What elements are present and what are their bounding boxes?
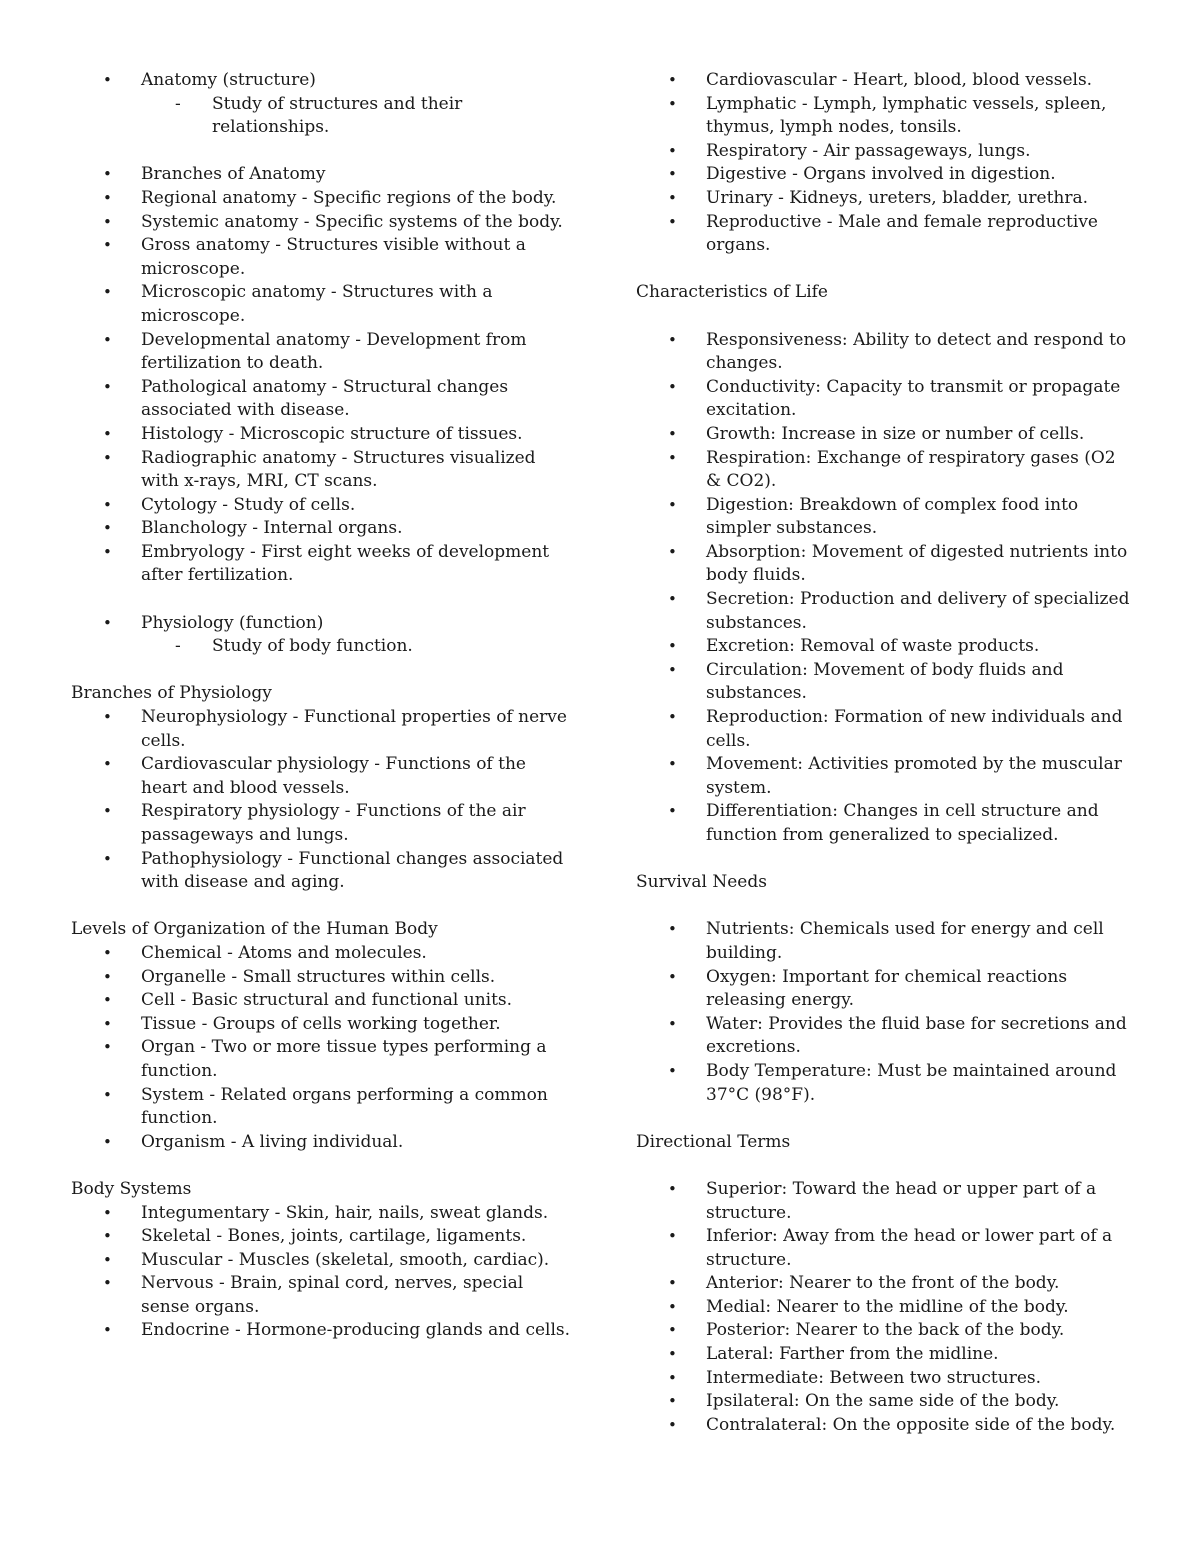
list-item: • Muscular - Muscles (skeletal, smooth, cardiac). [71,1249,571,1273]
list-item: • Physiology (function) [71,612,571,636]
spacer [71,1154,571,1178]
list-item: • Organism - A living individual. [71,1131,571,1155]
list-item: • Inferior: Away from the head or lower part of a structure. [636,1225,1136,1272]
spacer [71,588,571,612]
list-item: • Anatomy (structure) [71,69,571,93]
survival-list [636,918,1136,1107]
section-heading: Survival Needs [636,872,767,893]
right-column [636,69,1136,1437]
list-item: • Water: Provides the fluid base for secretions and excretions. [636,1013,1136,1060]
section-heading: Characteristics of Life [636,282,828,303]
section-heading: Directional Terms [636,1131,791,1152]
spacer [636,305,1136,329]
list-item: • Pathophysiology - Functional changes associated with disease and aging. [71,848,571,895]
list-item: • Cell - Basic structural and functional units. [71,989,571,1013]
list-item: • Contralateral: On the opposite side of the body. [636,1414,1136,1438]
spacer [71,659,571,683]
list-item: • Radiographic anatomy - Structures visualized with x-rays, MRI, CT scans. [71,447,571,494]
spacer [71,895,571,919]
spacer [636,848,1136,872]
list-item: • Cytology - Study of cells. [71,494,571,518]
list-item: • Histology - Microscopic structure of tissues. [71,423,571,447]
list-item: • Lateral: Farther from the midline. [636,1343,1136,1367]
list-item: • Circulation: Movement of body fluids and substances. [636,659,1136,706]
list-item: • Respiratory physiology - Functions of the air passageways and lungs. [71,800,571,847]
anatomy-list [71,69,571,93]
list-item: • Intermediate: Between two structures. [636,1367,1136,1391]
spacer [636,895,1136,919]
physiology-sublist [71,635,571,659]
list-item: • Reproduction: Formation of new individuals and cells. [636,706,1136,753]
list-item: • Urinary - Kidneys, ureters, bladder, urethra. [636,187,1136,211]
list-item: • Gross anatomy - Structures visible without a microscope. [71,234,571,281]
list-item: • Embryology - First eight weeks of development after fertilization. [71,541,571,588]
physiology-list [71,612,571,636]
list-item: • Reproductive - Male and female reproductive organs. [636,211,1136,258]
list-item: • Differentiation: Changes in cell structure and function from generalized to specialized. [636,800,1136,847]
list-item: • Absorption: Movement of digested nutrients into body fluids. [636,541,1136,588]
list-item: • System - Related organs performing a common function. [71,1084,571,1131]
spacer [636,258,1136,282]
anatomy-sublist [71,93,571,140]
list-item: • Secretion: Production and delivery of specialized substances. [636,588,1136,635]
list-item: • Neurophysiology - Functional properties of nerve cells. [71,706,571,753]
list-item: • Cardiovascular physiology - Functions of the heart and blood vessels. [71,753,571,800]
list-item: • Nervous - Brain, spinal cord, nerves, special sense organs. [71,1272,571,1319]
systems-list [71,1202,571,1344]
section-heading: Body Systems [71,1178,192,1199]
list-item: • Respiration: Exchange of respiratory gases (O2 & CO2). [636,447,1136,494]
list-item: • Movement: Activities promoted by the muscular system. [636,753,1136,800]
list-item: • Medial: Nearer to the midline of the body. [636,1296,1136,1320]
physiology-branches-list [71,706,571,895]
spacer [636,1107,1136,1131]
list-item: • Cardiovascular - Heart, blood, blood vessels. [636,69,1136,93]
list-item: • Microscopic anatomy - Structures with a microscope. [71,281,571,328]
list-item: • Conductivity: Capacity to transmit or propagate excitation. [636,376,1136,423]
section-heading: Branches of Physiology [71,683,272,704]
levels-list [71,942,571,1154]
list-item: • Pathological anatomy - Structural changes associated with disease. [71,376,571,423]
list-item: • Chemical - Atoms and molecules. [71,942,571,966]
list-item: • Ipsilateral: On the same side of the body. [636,1390,1136,1414]
list-item: • Lymphatic - Lymph, lymphatic vessels, spleen, thymus, lymph nodes, tonsils. [636,93,1136,140]
list-item: • Respiratory - Air passageways, lungs. [636,140,1136,164]
list-item: • Nutrients: Chemicals used for energy and cell building. [636,918,1136,965]
list-item: • Organ - Two or more tissue types performing a function. [71,1036,571,1083]
spacer [636,1154,1136,1178]
list-item: • Systemic anatomy - Specific systems of the body. [71,211,571,235]
list-item: - Study of structures and their relationships. [71,93,571,140]
list-item: • Organelle - Small structures within cells. [71,966,571,990]
list-item: • Growth: Increase in size or number of cells. [636,423,1136,447]
list-item: • Responsiveness: Ability to detect and respond to changes. [636,329,1136,376]
left-column [71,69,571,1343]
anatomy-branches-list [71,163,571,588]
list-item: • Digestive - Organs involved in digestion. [636,163,1136,187]
list-item: • Body Temperature: Must be maintained around 37°C (98°F). [636,1060,1136,1107]
list-item: • Blanchology - Internal organs. [71,517,571,541]
list-item: • Digestion: Breakdown of complex food into simpler substances. [636,494,1136,541]
list-item: • Excretion: Removal of waste products. [636,635,1136,659]
list-item: • Endocrine - Hormone-producing glands and cells. [71,1319,571,1343]
list-item: • Branches of Anatomy [71,163,571,187]
systems-continued-list [636,69,1136,258]
life-list [636,329,1136,848]
list-item: • Anterior: Nearer to the front of the body. [636,1272,1136,1296]
list-item: • Tissue - Groups of cells working together. [71,1013,571,1037]
list-item: • Integumentary - Skin, hair, nails, sweat glands. [71,1202,571,1226]
list-item: - Study of body function. [71,635,571,659]
list-item: • Superior: Toward the head or upper part of a structure. [636,1178,1136,1225]
list-item: • Skeletal - Bones, joints, cartilage, ligaments. [71,1225,571,1249]
directional-list [636,1178,1136,1438]
list-item: • Posterior: Nearer to the back of the body. [636,1319,1136,1343]
list-item: • Oxygen: Important for chemical reactions releasing energy. [636,966,1136,1013]
list-item: • Developmental anatomy - Development from fertilization to death. [71,329,571,376]
spacer [71,140,571,164]
list-item: • Regional anatomy - Specific regions of the body. [71,187,571,211]
section-heading: Levels of Organization of the Human Body [71,919,438,940]
